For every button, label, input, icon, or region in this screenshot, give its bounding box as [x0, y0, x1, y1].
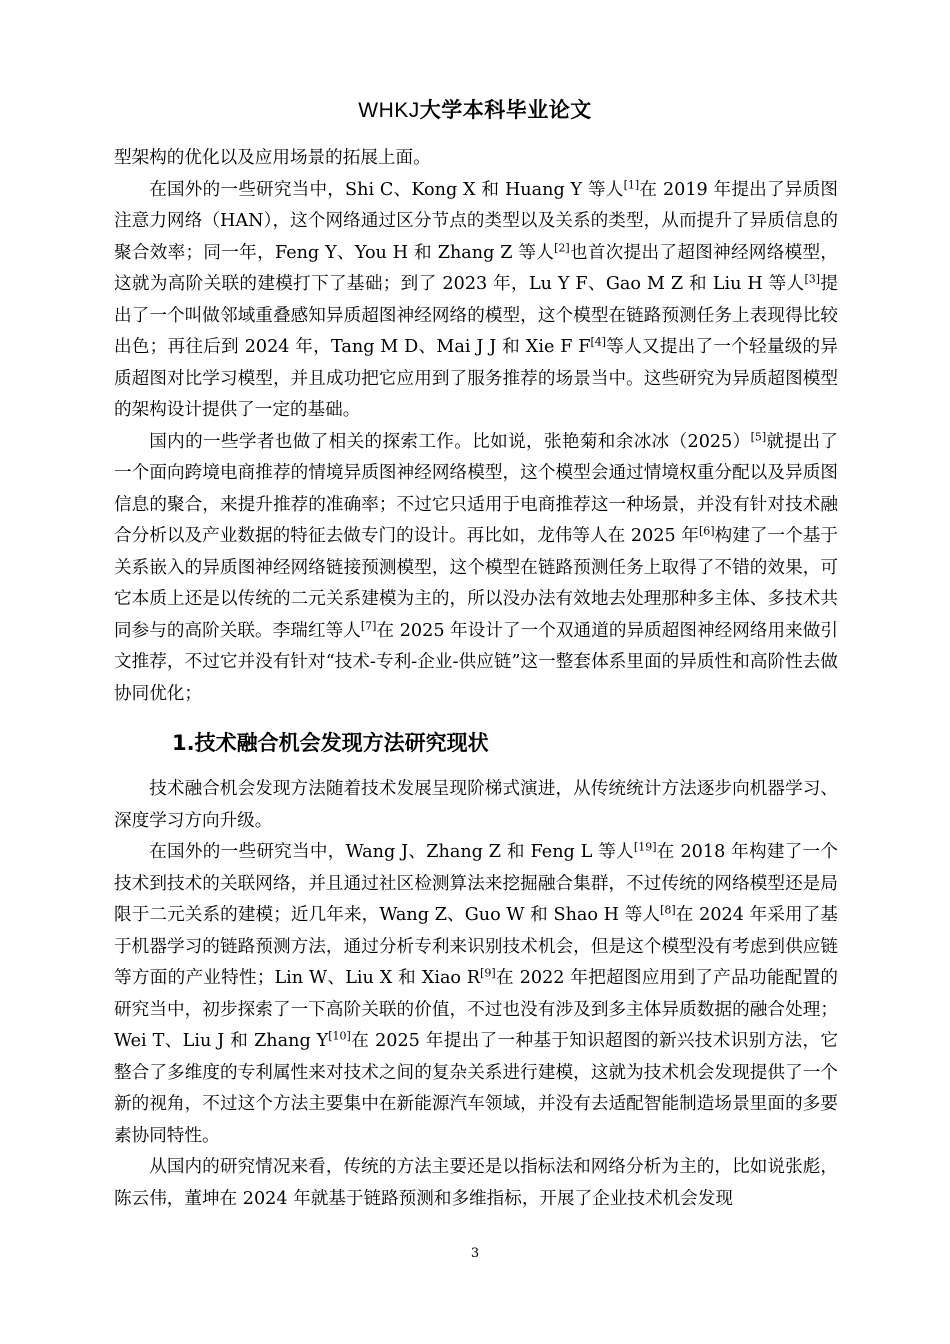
citation-ref: [7]	[360, 618, 377, 632]
paragraph: 技术融合机会发现方法随着技术发展呈现阶梯式演进，从传统统计方法逐步向机器学习、深度学习方向升级。	[114, 779, 838, 831]
paragraph: 国内的一些学者也做了相关的探索工作。比如说，张艳菊和余冰冰（2025）[5]就提出了一个面向跨境电商推荐的情境异质图神经网络模型，这个模型会通过情境权重分配以及异质图信息的聚合，来提升推荐的准确率；不过它只适用于电商推荐这一种场景，并没有针对技术融合分析以及产业数据的特征去做专门的设计。再比如，龙伟等人在 2025 年[6]构建了一个基于关系嵌入的异质图神经网络链接预测模型，这个模型在链路预测任务上取得了不错的效果，可它本质上还是以传统的二元关系建模为主的，所以没办法有效地去处理那种多主体、多技术共同参与的高阶关联。李瑞红等人[7]在 2025 年设计了一个双通道的异质超图神经网络用来做引文推荐，不过它并没有针对“技术-专利-企业-供应链”这一整套体系里面的异质性和高阶性去做协同优化；	[114, 429, 838, 704]
paragraph: 在国外的一些研究当中，Shi C、Kong X 和 Huang Y 等人[1]在 2019 年提出了异质图注意力网络（HAN），这个网络通过区分节点的类型以及关系的类型，从而提升了异质信息的聚合效率；同一年，Feng Y、You H 和 Zhang Z 等人[2]也首次提出了超图神经网络模型，这就为高阶关联的建模打下了基础；到了 2023 年，Lu Y F、Gao M Z 和 Liu H 等人[3]提出了一个叫做邻域重叠感知异质超图神经网络的模型，这个模型在链路预测任务上表现得比较出色；再往后到 2024 年，Tang M D、Mai J J 和 Xie F F[4]等人又提出了一个轻量级的异质超图对比学习模型，并且成功把它应用到了服务推荐的场景当中。这些研究为异质超图模型的架构设计提供了一定的基础。	[114, 177, 838, 420]
citation-ref: [6]	[698, 524, 715, 538]
citation-ref: [8]	[660, 903, 676, 917]
body-text	[114, 143, 838, 1215]
running-header	[0, 94, 950, 124]
citation-ref: [3]	[804, 272, 821, 286]
citation-ref: [5]	[750, 429, 767, 443]
citation-ref: [10]	[328, 1029, 351, 1043]
header-prefix: WHKJ	[358, 99, 420, 122]
citation-ref: [19]	[633, 840, 657, 854]
header-title: 大学本科毕业论文	[419, 97, 592, 122]
paragraph-continuation: 型架构的优化以及应用场景的拓展上面。	[114, 148, 431, 168]
section-heading: 1.技术融合机会发现方法研究现状	[172, 731, 489, 755]
paragraph: 从国内的研究情况来看，传统的方法主要还是以指标法和网络分析为主的，比如说张彪，陈云伟，董坤在 2024 年就基于链路预测和多维指标，开展了企业技术机会发现	[114, 1157, 838, 1209]
citation-ref: [1]	[623, 177, 640, 191]
paragraph: 在国外的一些研究当中，Wang J、Zhang Z 和 Feng L 等人[19]在 2018 年构建了一个技术到技术的关联网络，并且通过社区检测算法来挖掘融合集群，不过传统的网络模型还是局限于二元关系的建模；近几年来，Wang Z、Guo W 和 Shao H 等人[8]在 2024 年采用了基于机器学习的链路预测方法，通过分析专利来识别技术机会，但是这个模型没有考虑到供应链等方面的产业特性；Lin W、Liu X 和 Xiao R[9]在 2022 年把超图应用到了产品功能配置的研究当中，初步探索了一下高阶关联的价值，不过也没有涉及到多主体异质数据的融合处理；Wei T、Liu J 和 Zhang Y[10]在 2025 年提出了一种基于知识超图的新兴技术识别方法，它整合了多维度的专利属性来对技术之间的复杂关系进行建模，这就为技术机会发现提供了一个新的视角，不过这个方法主要集中在新能源汽车领域，并没有去适配智能制造场景里面的多要素协同特性。	[114, 840, 838, 1146]
citation-ref: [9]	[480, 966, 496, 980]
citation-ref: [4]	[590, 335, 607, 349]
citation-ref: [2]	[554, 240, 570, 254]
page-number: 3	[470, 1246, 480, 1261]
